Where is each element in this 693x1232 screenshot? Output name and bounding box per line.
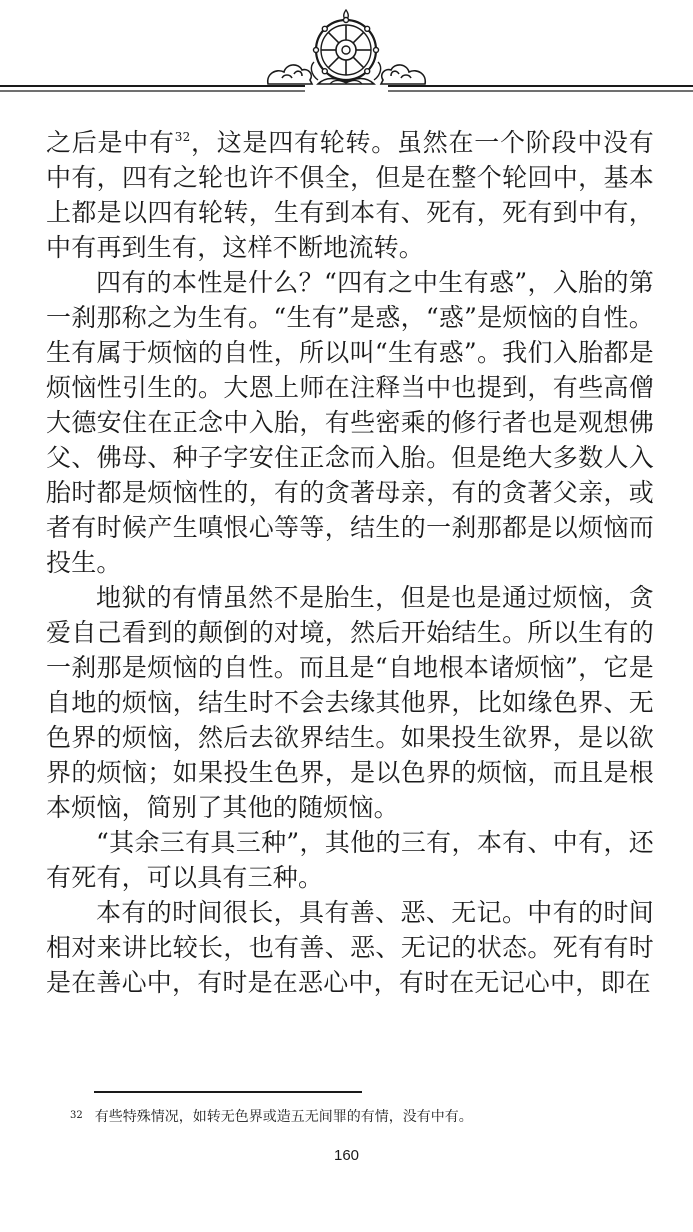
body-text [46, 125, 654, 1000]
paragraph-4: “其余三有具三种”，其他的三有，本有、中有，还有死有，可以具有三种。 [46, 828, 654, 892]
paragraph-1 [46, 125, 654, 265]
paragraph-1-start: 之后是中有 [46, 128, 175, 157]
paragraph-1-rest: ，这是四有轮转。虽然在一个阶段中没有中有，四有之轮也许不俱全，但是在整个轮回中，基本上都是以四有轮转，生有到本有、死有，死有到中有，中有再到生有，这样不断地流转。 [46, 128, 654, 262]
footnote-text: 有些特殊情况，如转无色界或造五无间罪的有情，没有中有。 [94, 1109, 473, 1125]
footnote-reference: 32 [174, 130, 191, 144]
footnote-mark: 32 [70, 1110, 83, 1121]
header-ornament [0, 0, 693, 110]
cloud-right-icon [381, 65, 425, 84]
paragraph-2: 四有的本性是什么？“四有之中生有惑”，入胎的第一刹那称之为生有。“生有”是惑，“惑”是烦恼的自性。生有属于烦恼的自性，所以叫“生有惑”。我们入胎都是烦恼性引生的。大恩上师在注释当中也提到，有些高僧大德安住在正念中入胎，有些密乘的修行者也是观想佛父、佛母、种子字安住正念而入胎。但是绝大多数人入胎时都是烦恼性的，有的贪著母亲，有的贪著父亲，或者有时候产生嗔恨心等等，结生的一刹那都是以烦恼而投生。 [46, 268, 654, 577]
cloud-left-icon [268, 65, 312, 84]
paragraph-3: 地狱的有情虽然不是胎生，但是也是通过烦恼，贪爱自己看到的颠倒的对境，然后开始结生。所以生有的一刹那是烦恼的自性。而且是“自地根本诸烦恼”，它是自地的烦恼，结生时不会去缘其他界，比如缘色界、无色界的烦恼，然后去欲界结生。如果投生欲界，是以欲界的烦恼；如果投生色界，是以色界的烦恼，而且是根本烦恼，简别了其他的随烦恼。 [46, 583, 654, 822]
page-number: 160 [333, 1147, 360, 1164]
footnote [70, 1106, 670, 1127]
dharma-wheel-icon [311, 10, 380, 84]
header-rule [0, 86, 693, 91]
paragraph-5: 本有的时间很长，具有善、恶、无记。中有的时间相对来讲比较长，也有善、恶、无记的状态。死有有时是在善心中，有时是在恶心中，有时在无记心中，即在 [46, 898, 654, 997]
footnote-divider [94, 1091, 362, 1093]
